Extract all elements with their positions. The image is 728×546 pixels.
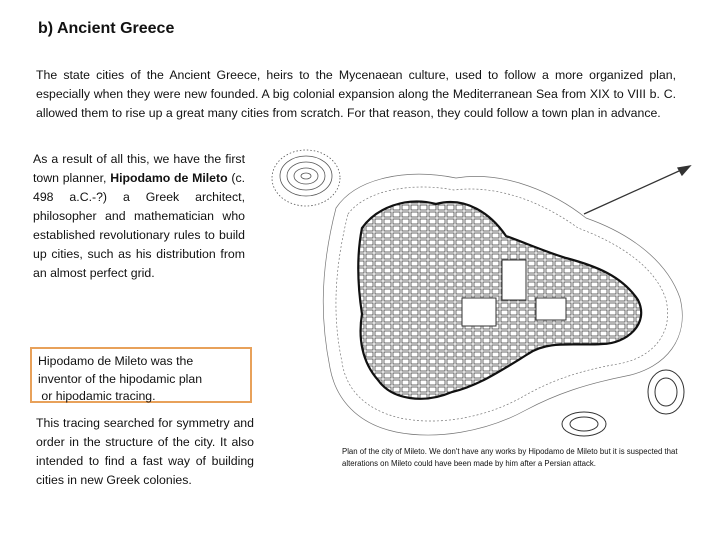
highlight-line-3: or hipodamic tracing. xyxy=(38,389,156,403)
tracing-paragraph: This tracing searched for symmetry and order in the structure of the city. It also intended to find a fast way of building cities in new Greek colonies. xyxy=(36,416,254,487)
intro-paragraph: The state cities of the Ancient Greece, heirs to the Mycenaean culture, used to follow a more organized plan, especially when they were new founded. A big colonial expansion along the Mediterranean Sea from XIX to VIII b. C. allowed them to rise up a great many cities from scratch. For that reason, they could follow a town plan in advance. xyxy=(36,68,676,120)
highlight-box xyxy=(30,347,252,403)
mileto-city-plan-map xyxy=(266,148,706,446)
map-caption: Plan of the city of Mileto. We don't have any works by Hipodamo de Mileto but it is suspected that alterations on Mileto could have been made by him after a Persian attack. xyxy=(342,447,678,468)
slide-title: b) Ancient Greece xyxy=(38,20,175,37)
hipodamo-text-after: (c. 498 a.C.-?) a Greek architect, philosopher and mathematician who established revolutionary rules to build up cities, such as his distribution from an almost perfect grid. xyxy=(33,171,246,280)
highlight-line-2: inventor of the hipodamic plan xyxy=(38,371,203,386)
hipodamo-text-before: As a result of all this, we have the first town planner, xyxy=(33,152,245,185)
hipodamo-paragraph xyxy=(33,150,245,283)
highlight-line-1: Hipodamo de Mileto was the xyxy=(38,354,194,368)
hipodamo-name: Hipodamo de Mileto xyxy=(110,171,228,185)
